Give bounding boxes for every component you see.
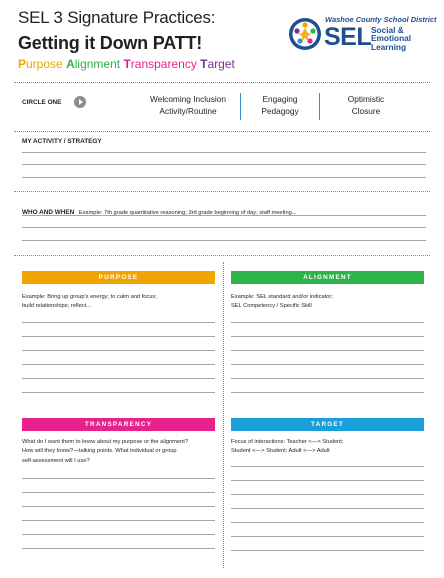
activity-label: MY ACTIVITY / STRATEGY (22, 138, 102, 145)
write-line[interactable] (231, 350, 424, 351)
transparency-example-line1: What do I want them to know about my purpose or the alignment? (22, 439, 188, 445)
write-line[interactable] (22, 534, 215, 535)
option-welcoming-line1: Welcoming Inclusion (150, 94, 226, 104)
write-line[interactable] (22, 392, 215, 393)
write-line[interactable] (22, 350, 215, 351)
write-line[interactable] (22, 215, 426, 216)
dotted-divider (14, 191, 430, 192)
page-title-line1: SEL 3 Signature Practices: (18, 8, 216, 27)
write-line[interactable] (22, 336, 215, 337)
write-line[interactable] (231, 392, 424, 393)
option-separator (240, 93, 241, 120)
play-arrow-icon (74, 96, 86, 108)
write-line[interactable] (231, 550, 424, 551)
option-optimistic-line2: Closure (351, 105, 381, 116)
transparency-example (22, 438, 188, 466)
option-engaging-line1: Engaging (262, 94, 298, 104)
option-engaging-line2: Pedagogy (261, 105, 299, 116)
write-line[interactable] (22, 240, 426, 241)
sel-subtitle-line2: Emotional (371, 33, 412, 44)
patt-t1-cap: T (123, 57, 131, 71)
option-optimistic-line1: Optimistic (347, 94, 385, 104)
write-line[interactable] (22, 478, 215, 479)
write-line[interactable] (231, 508, 424, 509)
target-example (231, 438, 343, 457)
dotted-divider (14, 255, 430, 256)
transparency-example-line3: self-assessment will I use? (22, 457, 90, 464)
option-optimistic[interactable] (324, 94, 408, 117)
sel-logo-icon (288, 17, 322, 51)
write-line[interactable] (22, 152, 426, 153)
purpose-example-line1: Example: Bring up group's energy; to calm and focus; (22, 294, 157, 300)
write-line[interactable] (231, 336, 424, 337)
sel-subtitle (371, 26, 411, 51)
dotted-divider (14, 82, 430, 83)
patt-t1-rest: ransparency (130, 57, 197, 71)
option-welcoming[interactable] (138, 94, 238, 117)
vertical-divider (223, 262, 224, 568)
purpose-example (22, 293, 157, 312)
who-when-row (22, 201, 297, 219)
page-title-line2: Getting it Down PATT! (18, 33, 203, 53)
write-line[interactable] (231, 480, 424, 481)
dotted-divider (14, 131, 430, 132)
write-line[interactable] (22, 520, 215, 521)
patt-a-cap: A (66, 57, 75, 71)
write-line[interactable] (22, 364, 215, 365)
sel-subtitle-line3: Learning (371, 41, 407, 52)
sel-wordmark: SEL (324, 23, 372, 51)
write-line[interactable] (231, 364, 424, 365)
purpose-example-line2: build relationships; reflect... (22, 303, 91, 310)
sel-subtitle-line1: Social & (371, 25, 404, 35)
write-line[interactable] (231, 494, 424, 495)
patt-a-rest: lignment (74, 57, 121, 71)
target-header: TARGET (231, 418, 424, 431)
transparency-header: TRANSPARENCY (22, 418, 215, 431)
option-engaging[interactable] (244, 94, 316, 117)
alignment-example-line1: Example: SEL standard and/or indicator; (231, 294, 333, 300)
purpose-header: PURPOSE (22, 271, 215, 284)
target-example-line1: Focus of interactions: Teacher <—> Student; (231, 439, 344, 445)
patt-t2-cap: T (200, 57, 208, 71)
write-line[interactable] (231, 322, 424, 323)
write-line[interactable] (22, 164, 426, 165)
write-line[interactable] (22, 492, 215, 493)
district-name: Washoe County School District (325, 15, 437, 24)
write-line[interactable] (22, 548, 215, 549)
write-line[interactable] (231, 536, 424, 537)
alignment-header: ALIGNMENT (231, 271, 424, 284)
circle-one-label: CIRCLE ONE (22, 99, 62, 106)
target-example-line2: Student <—> Student; Adult <—> Adult (231, 448, 330, 455)
who-when-example: Example: 7th grade quantitative reasoning; 3rd grade beginning of day; staff meeting... (78, 210, 297, 216)
write-line[interactable] (231, 466, 424, 467)
write-line[interactable] (231, 378, 424, 379)
who-when-label: WHO AND WHEN (22, 209, 75, 216)
option-welcoming-line2: Activity/Routine (159, 105, 217, 116)
patt-p-cap: P (18, 57, 27, 71)
alignment-example (231, 293, 333, 312)
write-line[interactable] (22, 378, 215, 379)
write-line[interactable] (22, 177, 426, 178)
write-line[interactable] (22, 227, 426, 228)
write-line[interactable] (22, 506, 215, 507)
patt-t2-rest: arget (207, 57, 235, 71)
transparency-example-line2: How will they know?—talking points. What individual or group (22, 448, 177, 455)
patt-tagline (18, 57, 235, 71)
write-line[interactable] (231, 522, 424, 523)
alignment-example-line2: SEL Competency / Specific Skill (231, 303, 312, 310)
option-separator (319, 93, 320, 120)
write-line[interactable] (22, 322, 215, 323)
patt-p-rest: urpose (26, 57, 63, 71)
